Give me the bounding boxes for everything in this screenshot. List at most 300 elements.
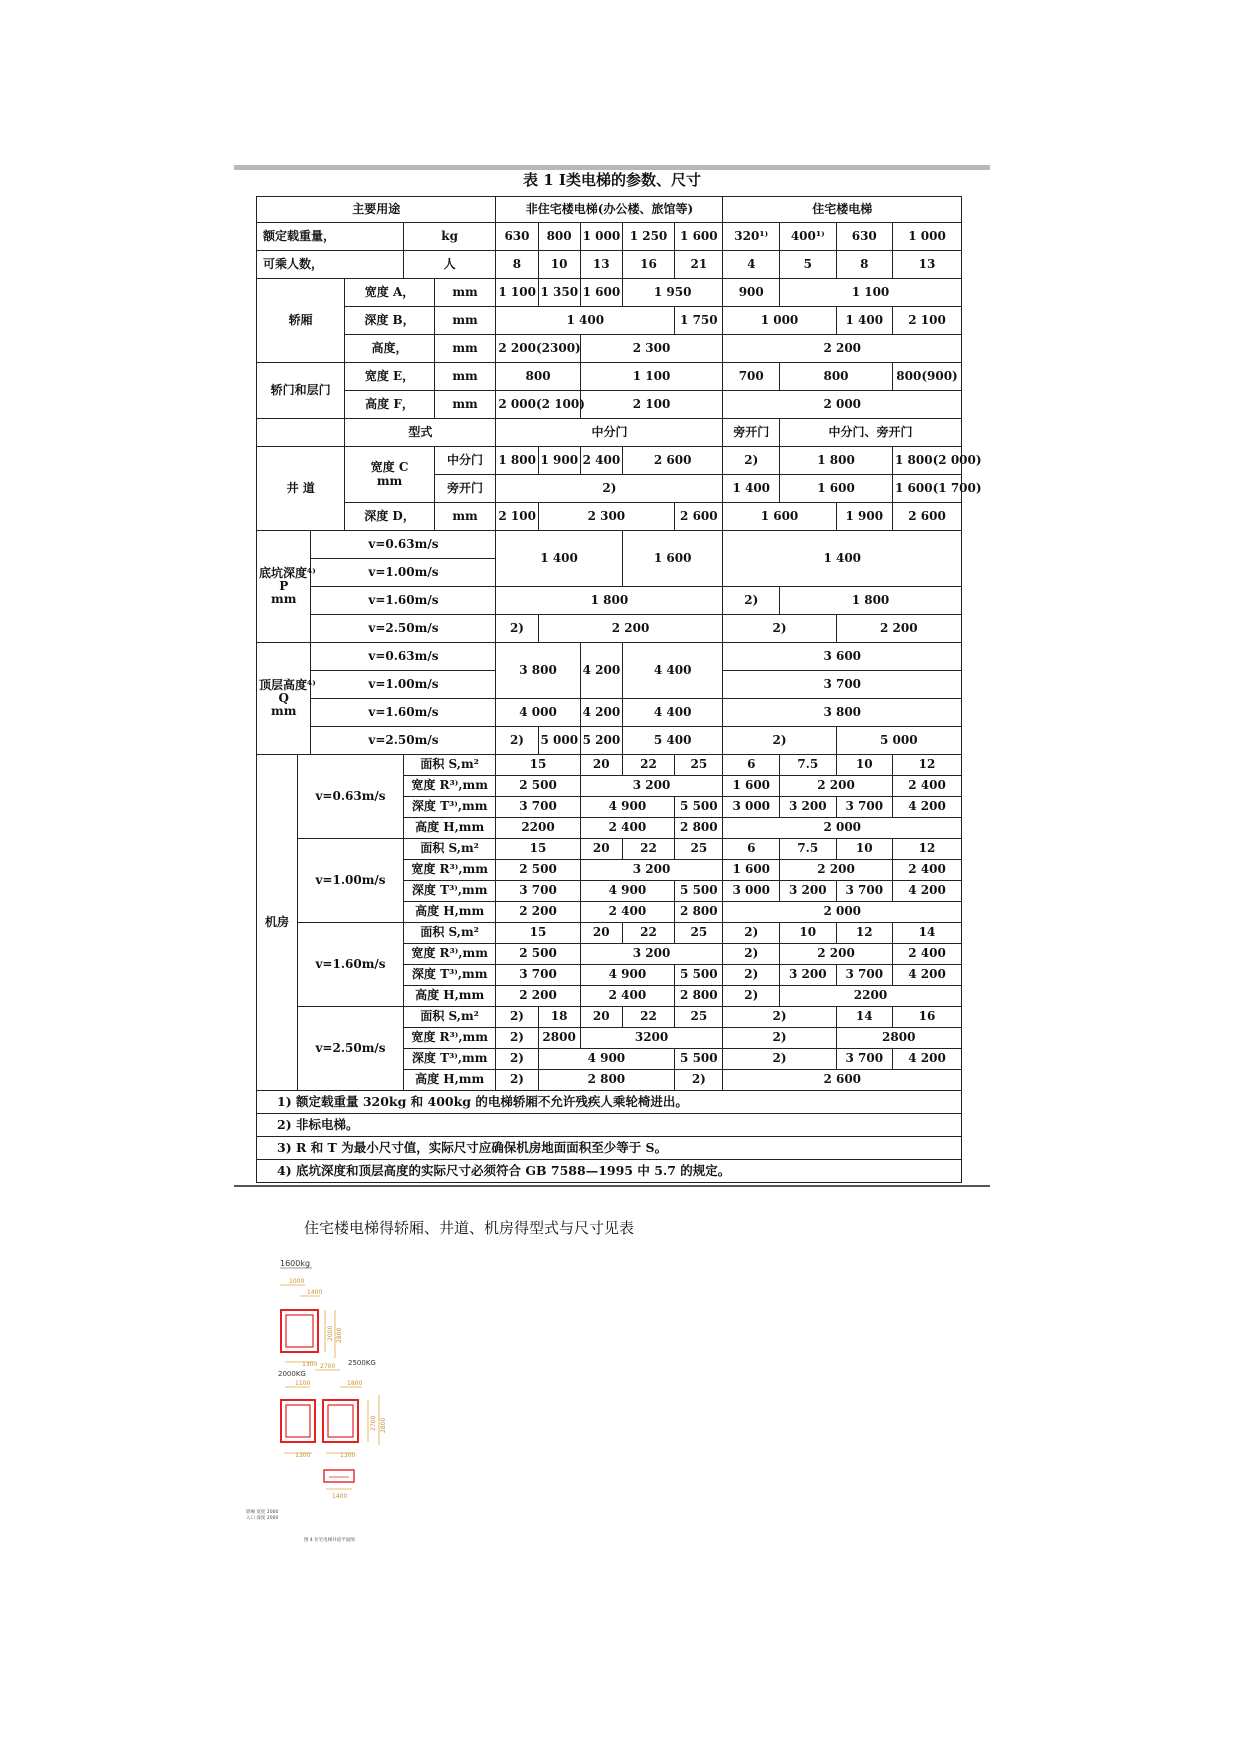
cell: 20 <box>580 1007 622 1028</box>
cell: 22 <box>622 1007 674 1028</box>
cell: 3 800 <box>496 643 580 699</box>
car-depth-unit: mm <box>434 307 496 335</box>
cell: 20 <box>580 755 622 776</box>
cell: 2) <box>723 587 780 615</box>
cell: 1 600(1 700) <box>893 475 962 503</box>
height-label: 高度 H,mm <box>403 986 496 1007</box>
headroom-unit: mm <box>271 704 297 719</box>
depth-label: 深度 T³⁾,mm <box>403 965 496 986</box>
cell: 1 400 <box>723 475 780 503</box>
label-2500kg: 2500KG <box>348 1359 376 1367</box>
elevator-shaft-plan-diagram <box>240 1255 460 1575</box>
cell: 21 <box>675 251 723 279</box>
row-car-height <box>257 335 962 363</box>
speed-label: v=2.50m/s <box>298 1007 404 1091</box>
cell: 2 000(2 100) <box>496 391 580 419</box>
cell: 25 <box>675 1007 723 1028</box>
row-pit-250 <box>257 615 962 643</box>
body-note: 住宅楼电梯得轿厢、井道、机房得型式与尺寸见表 <box>304 1219 635 1237</box>
door-width-unit: mm <box>434 363 496 391</box>
car-height-unit: mm <box>434 335 496 363</box>
car-2000-inner <box>286 1405 310 1437</box>
footnote-3: 3) R 和 T 为最小尺寸值，实际尺寸应确保机房地面面积至少等于 S。 <box>257 1137 962 1160</box>
cell: 12 <box>836 923 893 944</box>
cell: 2 400 <box>893 944 962 965</box>
speed-label: v=1.60m/s <box>311 699 496 727</box>
persons-label: 可乘人数， <box>257 251 404 279</box>
cell: 2 500 <box>496 860 580 881</box>
cell: 20 <box>580 923 622 944</box>
cell: 400¹⁾ <box>780 223 837 251</box>
cell: 2 200 <box>538 615 723 643</box>
cell: 320¹⁾ <box>723 223 780 251</box>
cell: 1 750 <box>675 307 723 335</box>
cell: 4 900 <box>580 881 675 902</box>
cell: 2) <box>723 965 780 986</box>
cell: 1 600 <box>723 503 836 531</box>
speed-label: v=0.63m/s <box>311 643 496 671</box>
non-residential-header: 非住宅楼电梯(办公楼、旅馆等) <box>496 197 723 223</box>
cell: 1 250 <box>622 223 674 251</box>
cell: 6 <box>723 839 780 860</box>
cell: 中分门、旁开门 <box>780 419 962 447</box>
cell: 旁开门 <box>723 419 780 447</box>
pit-title: 底坑深度⁴⁾ <box>259 565 316 580</box>
figure-caption: 图 4 住宅电梯井道平面图 <box>304 1538 355 1543</box>
cell: 1 400 <box>836 307 893 335</box>
cell: 16 <box>622 251 674 279</box>
cell: 18 <box>538 1007 580 1028</box>
pit-group-label <box>257 531 316 643</box>
row-mr3-area <box>257 923 962 944</box>
cell: 1 600 <box>675 223 723 251</box>
cell: 4 400 <box>622 699 723 727</box>
cell: 5 500 <box>675 1049 723 1070</box>
row-car-depth <box>257 307 962 335</box>
cell: 20 <box>580 839 622 860</box>
cell: 800(900) <box>893 363 962 391</box>
residential-header: 住宅楼电梯 <box>723 197 962 223</box>
dim-1300: 1300 <box>302 1361 318 1368</box>
dim-1300-b: 1300 <box>340 1452 356 1459</box>
cell: 2 400 <box>580 447 622 475</box>
cell: 3 200 <box>580 860 723 881</box>
dim-1400-b: 1400 <box>332 1493 348 1500</box>
cell: 4 200 <box>580 643 622 699</box>
cell: 1 100 <box>580 363 723 391</box>
car-depth-label: 深度 B， <box>345 307 434 335</box>
cell: 5 000 <box>836 727 961 755</box>
label-2000kg: 2000KG <box>278 1370 306 1378</box>
cell: 2 300 <box>580 335 723 363</box>
width-label: 宽度 R³⁾,mm <box>403 944 496 965</box>
cell: 1 000 <box>580 223 622 251</box>
width-label: 宽度 R³⁾,mm <box>403 776 496 797</box>
area-label: 面积 S,m² <box>403 839 496 860</box>
cell: 5 400 <box>622 727 723 755</box>
cell: 2 400 <box>580 818 675 839</box>
cell: 10 <box>836 755 893 776</box>
cell: 2 200 <box>780 860 893 881</box>
area-label: 面积 S,m² <box>403 755 496 776</box>
cell: 2) <box>496 1070 538 1091</box>
row-head-250 <box>257 727 962 755</box>
cell: 2 400 <box>580 902 675 923</box>
cell: 5 500 <box>675 965 723 986</box>
elevator-spec-table <box>256 196 982 1183</box>
cell: 2) <box>723 727 836 755</box>
cell: 2) <box>723 944 780 965</box>
cell: 2 200(2300) <box>496 335 580 363</box>
row-rated-load <box>257 223 962 251</box>
cell: 1 800 <box>496 587 723 615</box>
cell: 2 200 <box>496 902 580 923</box>
car-width-label: 宽度 A， <box>345 279 434 307</box>
cell: 3 200 <box>580 944 723 965</box>
cell: 14 <box>893 923 962 944</box>
cell: 1 350 <box>538 279 580 307</box>
footnote-row <box>257 1160 962 1183</box>
speed-label: v=0.63m/s <box>298 755 404 839</box>
cell: 中分门 <box>496 419 723 447</box>
cell: 3 700 <box>836 881 893 902</box>
depth-label: 深度 T³⁾,mm <box>403 1049 496 1070</box>
cell: 5 200 <box>580 727 622 755</box>
speed-label: v=1.00m/s <box>311 671 496 699</box>
footnote-row <box>257 1091 962 1114</box>
cell: 8 <box>836 251 893 279</box>
dim-2000: 2000 <box>327 1325 334 1341</box>
door-group-label: 轿门和层门 <box>257 363 345 419</box>
area-label: 面积 S,m² <box>403 923 496 944</box>
cell: 13 <box>580 251 622 279</box>
footnote-row <box>257 1137 962 1160</box>
cell: 2) <box>496 1028 538 1049</box>
cell: 2 800 <box>675 986 723 1007</box>
row-shaft-depth <box>257 503 962 531</box>
height-label: 高度 H,mm <box>403 818 496 839</box>
row-car-width <box>257 279 962 307</box>
car-height-label: 高度， <box>345 335 434 363</box>
row-pit-160 <box>257 587 962 615</box>
cell: 12 <box>893 755 962 776</box>
cell: 2 500 <box>496 776 580 797</box>
headroom-group-label <box>257 643 316 755</box>
cell: 2 000 <box>723 902 962 923</box>
cell: 4 900 <box>580 797 675 818</box>
cell: 2800 <box>836 1028 961 1049</box>
cell: 2) <box>496 615 538 643</box>
cell: 1 400 <box>496 531 622 587</box>
pit-symbol: P <box>279 578 289 593</box>
cell: 800 <box>538 223 580 251</box>
bottom-rule <box>234 1185 990 1187</box>
car-width-unit: mm <box>434 279 496 307</box>
cell: 3 700 <box>496 797 580 818</box>
cell: 1 800 <box>780 447 893 475</box>
row-persons <box>257 251 962 279</box>
headroom-symbol: Q <box>278 690 289 705</box>
cell: 3 200 <box>780 881 837 902</box>
cell: 4 200 <box>893 1049 962 1070</box>
side-door-label: 旁开门 <box>434 475 496 503</box>
cell: 1 000 <box>893 223 962 251</box>
cell: 800 <box>496 363 580 391</box>
machine-room-group-label: 机房 <box>257 755 298 1091</box>
row-mr1-area <box>257 755 962 776</box>
row-shaft-center <box>257 447 962 475</box>
cell: 4 200 <box>893 797 962 818</box>
cell: 4 400 <box>622 643 723 699</box>
cell: 1 600 <box>580 279 622 307</box>
car-2500-inner <box>328 1405 353 1437</box>
cell: 4 200 <box>893 965 962 986</box>
dim-1100: 1100 <box>295 1380 311 1387</box>
legend-line-2: 入口 深度 2000 <box>246 1516 279 1521</box>
cell: 1 800 <box>496 447 538 475</box>
footnote-row <box>257 1114 962 1137</box>
cell: 1 600 <box>780 475 893 503</box>
cell: 3 600 <box>723 643 962 671</box>
shaft-group-label: 井 道 <box>257 447 345 531</box>
dim-1400: 1400 <box>307 1289 323 1296</box>
speed-label: v=2.50m/s <box>311 727 496 755</box>
cell: 3 200 <box>780 965 837 986</box>
cell: 2 800 <box>675 818 723 839</box>
cell: 7.5 <box>780 839 837 860</box>
cell: 1 800(2 000) <box>893 447 962 475</box>
legend-line-1: 轿厢 宽度 2000 <box>246 1510 279 1515</box>
cell: 2 600 <box>675 503 723 531</box>
cell: 2 800 <box>538 1070 675 1091</box>
cell: 2 500 <box>496 944 580 965</box>
row-mr4-area <box>257 1007 962 1028</box>
cell: 7.5 <box>780 755 837 776</box>
dim-1800: 1800 <box>347 1380 363 1387</box>
table-caption: 表 1 Ⅰ类电梯的参数、尺寸 <box>523 171 701 189</box>
door-width-label: 宽度 E， <box>345 363 434 391</box>
cell: 2 200 <box>496 986 580 1007</box>
cell: 25 <box>675 839 723 860</box>
dim-2800: 2800 <box>336 1327 343 1343</box>
cell: 8 <box>496 251 538 279</box>
cell: 1 600 <box>723 860 780 881</box>
persons-unit: 人 <box>403 251 496 279</box>
footnote-4: 4) 底坑深度和顶层高度的实际尺寸必须符合 GB 7588—1995 中 5.7 的规定。 <box>257 1160 962 1183</box>
pit-unit: mm <box>271 592 297 607</box>
cell: 6 <box>723 755 780 776</box>
height-label: 高度 H,mm <box>403 902 496 923</box>
cell: 10 <box>780 923 837 944</box>
cell: 3 800 <box>723 699 962 727</box>
depth-label: 深度 T³⁾,mm <box>403 797 496 818</box>
cell: 2 200 <box>723 335 962 363</box>
cell: 1 900 <box>836 503 893 531</box>
cell: 2 200 <box>836 615 961 643</box>
cell: 3 700 <box>836 965 893 986</box>
cell: 1 900 <box>538 447 580 475</box>
door-height-unit: mm <box>434 391 496 419</box>
cell: 4 200 <box>580 699 622 727</box>
cell: 2 400 <box>580 986 675 1007</box>
cell: 2) <box>496 475 723 503</box>
cell: 2 000 <box>723 391 962 419</box>
cell: 630 <box>496 223 538 251</box>
row-head-063 <box>257 643 962 671</box>
cell: 2 100 <box>580 391 723 419</box>
cell: 15 <box>496 923 580 944</box>
empty-cell <box>257 419 345 447</box>
cell: 25 <box>675 923 723 944</box>
cell: 5 000 <box>538 727 580 755</box>
height-label: 高度 H,mm <box>403 1070 496 1091</box>
cell: 800 <box>780 363 893 391</box>
cell: 5 <box>780 251 837 279</box>
cell: 15 <box>496 755 580 776</box>
cell: 1 600 <box>622 531 723 587</box>
speed-label: v=1.60m/s <box>298 923 404 1007</box>
cell: 2) <box>723 1028 836 1049</box>
shaft-depth-label: 深度 D， <box>345 503 434 531</box>
footnote-2: 2) 非标电梯。 <box>257 1114 962 1137</box>
cell: 5 500 <box>675 797 723 818</box>
cell: 2) <box>723 1049 836 1070</box>
row-door-height <box>257 391 962 419</box>
cell: 2 000 <box>723 818 962 839</box>
cell: 4 <box>723 251 780 279</box>
cell: 3 200 <box>580 776 723 797</box>
cell: 3 700 <box>496 881 580 902</box>
cell: 4 900 <box>580 965 675 986</box>
speed-label: v=1.00m/s <box>311 559 496 587</box>
speed-label: v=2.50m/s <box>311 615 496 643</box>
cell: 2200 <box>496 818 580 839</box>
area-label: 面积 S,m² <box>403 1007 496 1028</box>
cell: 15 <box>496 839 580 860</box>
dim-1000: 1000 <box>289 1278 305 1285</box>
cell: 3 000 <box>723 881 780 902</box>
cell: 3200 <box>580 1028 723 1049</box>
cell: 5 500 <box>675 881 723 902</box>
cell: 22 <box>622 755 674 776</box>
width-label: 宽度 R³⁾,mm <box>403 1028 496 1049</box>
row-main-use <box>257 197 962 223</box>
cell: 2) <box>723 447 780 475</box>
cell: 13 <box>893 251 962 279</box>
cell: 1 400 <box>496 307 675 335</box>
cell: 2800 <box>538 1028 580 1049</box>
landing-door-outline <box>324 1470 354 1482</box>
cell: 1 800 <box>780 587 962 615</box>
cell: 3 700 <box>836 1049 893 1070</box>
shaft-width-unit: mm <box>376 473 403 488</box>
speed-label: v=0.63m/s <box>311 531 496 559</box>
dim-1300-a: 1300 <box>295 1452 311 1459</box>
cell: 2) <box>723 1007 836 1028</box>
door-height-label: 高度 F， <box>345 391 434 419</box>
dim-2700: 2700 <box>320 1363 336 1370</box>
cell: 630 <box>836 223 893 251</box>
cell: 2) <box>496 1049 538 1070</box>
cell: 12 <box>893 839 962 860</box>
car-group-label: 轿厢 <box>257 279 345 363</box>
cell: 3 700 <box>496 965 580 986</box>
cell: 2200 <box>780 986 962 1007</box>
cell: 10 <box>538 251 580 279</box>
cell: 2) <box>723 615 836 643</box>
speed-label: v=1.00m/s <box>298 839 404 923</box>
row-pit-063 <box>257 531 962 559</box>
cell: 3 700 <box>723 671 962 699</box>
cell: 22 <box>622 839 674 860</box>
cell: 2 100 <box>893 307 962 335</box>
row-door-type <box>257 419 962 447</box>
width-label: 宽度 R³⁾,mm <box>403 860 496 881</box>
row-head-160 <box>257 699 962 727</box>
cell: 3 000 <box>723 797 780 818</box>
cell: 2) <box>496 1007 538 1028</box>
cell: 16 <box>893 1007 962 1028</box>
cell: 2) <box>675 1070 723 1091</box>
cell: 4 200 <box>893 881 962 902</box>
cell: 2) <box>723 923 780 944</box>
car-1600-inner <box>286 1315 313 1347</box>
footnote-1: 1) 额定载重量 320kg 和 400kg 的电梯轿厢不允许残疾人乘轮椅进出。 <box>257 1091 962 1114</box>
headroom-title: 顶层高度⁴⁾ <box>259 677 316 692</box>
shaft-depth-unit: mm <box>434 503 496 531</box>
cell: 22 <box>622 923 674 944</box>
cell: 2 200 <box>780 776 893 797</box>
cell: 2 800 <box>675 902 723 923</box>
cell: 2 100 <box>496 503 538 531</box>
door-type-label: 型式 <box>345 419 496 447</box>
cell: 2) <box>723 986 780 1007</box>
cell: 25 <box>675 755 723 776</box>
load-label: 额定载重量， <box>257 223 404 251</box>
main-use-label: 主要用途 <box>257 197 496 223</box>
cell: 2 400 <box>893 776 962 797</box>
row-door-width <box>257 363 962 391</box>
center-door-label: 中分门 <box>434 447 496 475</box>
cell: 1 600 <box>723 776 780 797</box>
cell: 14 <box>836 1007 893 1028</box>
cell: 4 900 <box>538 1049 675 1070</box>
cell: 1 950 <box>622 279 723 307</box>
row-mr2-area <box>257 839 962 860</box>
cell: 2) <box>496 727 538 755</box>
cell: 1 100 <box>496 279 538 307</box>
cell: 3 700 <box>836 797 893 818</box>
shaft-width-label <box>345 447 434 503</box>
cell: 2 600 <box>893 503 962 531</box>
cell: 2 300 <box>538 503 675 531</box>
cell: 3 200 <box>780 797 837 818</box>
cell: 1 100 <box>780 279 962 307</box>
dim-2700-vertical: 2700 <box>370 1415 377 1431</box>
dim-2800-vertical: 2800 <box>380 1417 387 1433</box>
cell: 1 400 <box>723 531 962 587</box>
cell: 2 200 <box>780 944 893 965</box>
cell: 700 <box>723 363 780 391</box>
cell: 1 000 <box>723 307 836 335</box>
cell: 900 <box>723 279 780 307</box>
shaft-width-title: 宽度 C <box>370 460 409 475</box>
load-unit: kg <box>403 223 496 251</box>
cell: 2 600 <box>723 1070 962 1091</box>
label-1600kg: 1600kg <box>280 1259 311 1268</box>
depth-label: 深度 T³⁾,mm <box>403 881 496 902</box>
cell: 2 400 <box>893 860 962 881</box>
